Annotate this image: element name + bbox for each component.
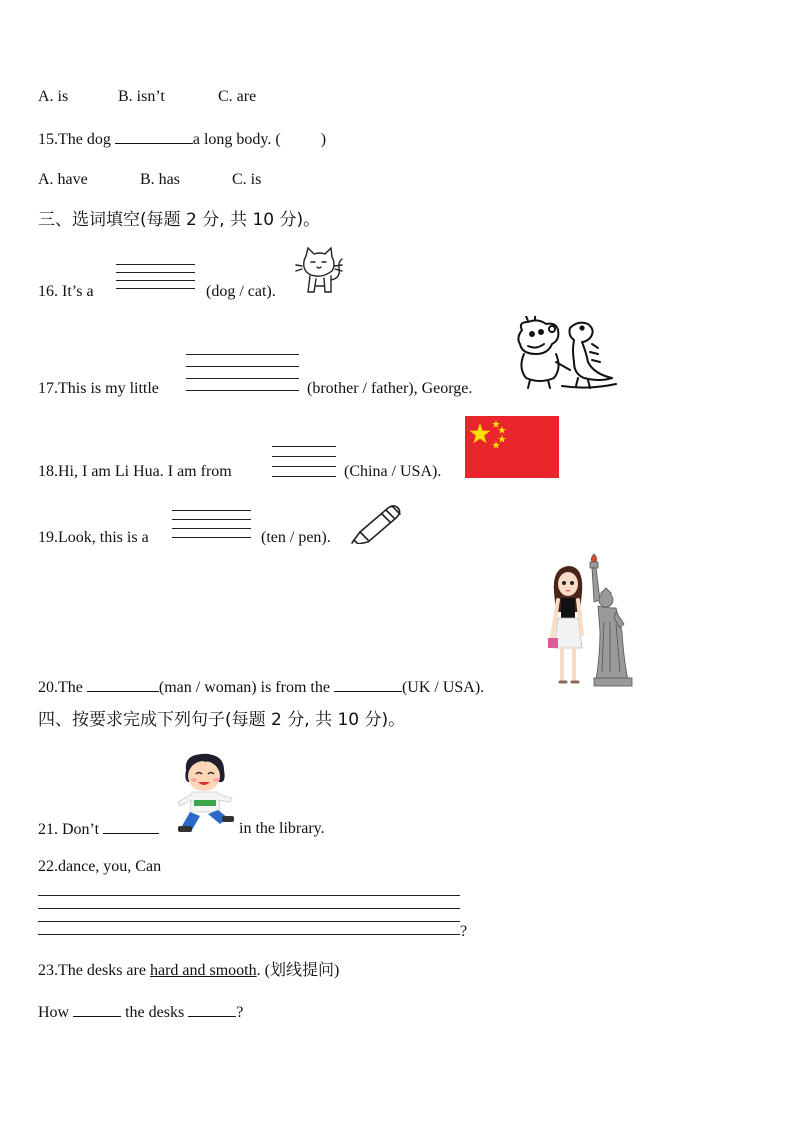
- q23-answer-end: ?: [236, 1004, 244, 1021]
- section3-title: 三、选词填空(每题 2 分, 共 10 分)。: [38, 210, 321, 230]
- woman-statue-icon: [544, 552, 644, 694]
- q18-writing-lines[interactable]: [272, 446, 336, 477]
- q20-blank-2[interactable]: [334, 677, 402, 692]
- q18-choices: (China / USA).: [344, 463, 442, 480]
- china-flag-icon: [465, 416, 559, 478]
- q23-text-before: 23.The desks are: [38, 962, 146, 979]
- q15-option-a: A. have: [38, 171, 88, 188]
- q21-text-before: 21. Don’t: [38, 821, 100, 838]
- q15-option-c: C. is: [232, 171, 262, 188]
- q15-text-before: 15.The dog: [38, 131, 111, 148]
- q23-blank-1[interactable]: [73, 1002, 121, 1017]
- cat-icon: [294, 246, 346, 296]
- q15-question: [38, 129, 326, 150]
- q17-text-before: 17.This is my little: [38, 380, 159, 397]
- q15-close-paren: ): [320, 131, 327, 148]
- boy-running-icon: [172, 752, 238, 836]
- q21-blank[interactable]: [103, 819, 159, 834]
- q22-prompt: 22.dance, you, Can: [38, 858, 162, 875]
- q17-choices: (brother / father), George.: [307, 380, 473, 397]
- q21-text-after: in the library.: [239, 820, 325, 837]
- q23-blank-2[interactable]: [188, 1002, 236, 1017]
- q14-option-a: A. is: [38, 88, 69, 105]
- q14-option-c: C. are: [218, 88, 257, 105]
- q23-text-after: . (划线提问): [256, 962, 340, 979]
- q16-text-before: 16. It’s a: [38, 283, 94, 300]
- q15-text-after: a long body. (: [192, 131, 281, 148]
- pen-icon: [350, 502, 404, 544]
- q15-blank[interactable]: [115, 129, 193, 144]
- q15-option-b: B. has: [140, 171, 180, 188]
- q22-writing-lines[interactable]: [38, 895, 460, 935]
- q20-text-mid: (man / woman) is from the: [158, 679, 330, 696]
- q23-answer-line: [38, 1002, 243, 1023]
- q19-text-before: 19.Look, this is a: [38, 529, 149, 546]
- q23-question: [38, 961, 339, 981]
- q18-text-before: 18.Hi, I am Li Hua. I am from: [38, 463, 232, 480]
- q22-question-mark: ?: [460, 923, 468, 940]
- peppa-george-icon: [508, 316, 620, 390]
- q17-writing-lines[interactable]: [186, 354, 299, 391]
- q23-answer-how: How: [38, 1004, 70, 1021]
- q20-blank-1[interactable]: [87, 677, 159, 692]
- q23-answer-mid: the desks: [125, 1004, 185, 1021]
- q19-writing-lines[interactable]: [172, 510, 251, 538]
- q20-text-after: (UK / USA).: [401, 679, 485, 696]
- q16-choices: (dog / cat).: [206, 283, 276, 300]
- q20-text-before: 20.The: [38, 679, 83, 696]
- section4-title: 四、按要求完成下列句子(每题 2 分, 共 10 分)。: [38, 710, 406, 730]
- q20-question: [38, 677, 484, 698]
- q23-underlined-phrase: hard and smooth: [149, 962, 257, 979]
- q16-writing-lines[interactable]: [116, 264, 195, 289]
- q21-question: [38, 819, 159, 840]
- q19-choices: (ten / pen).: [261, 529, 331, 546]
- q14-option-b: B. isn’t: [118, 88, 165, 105]
